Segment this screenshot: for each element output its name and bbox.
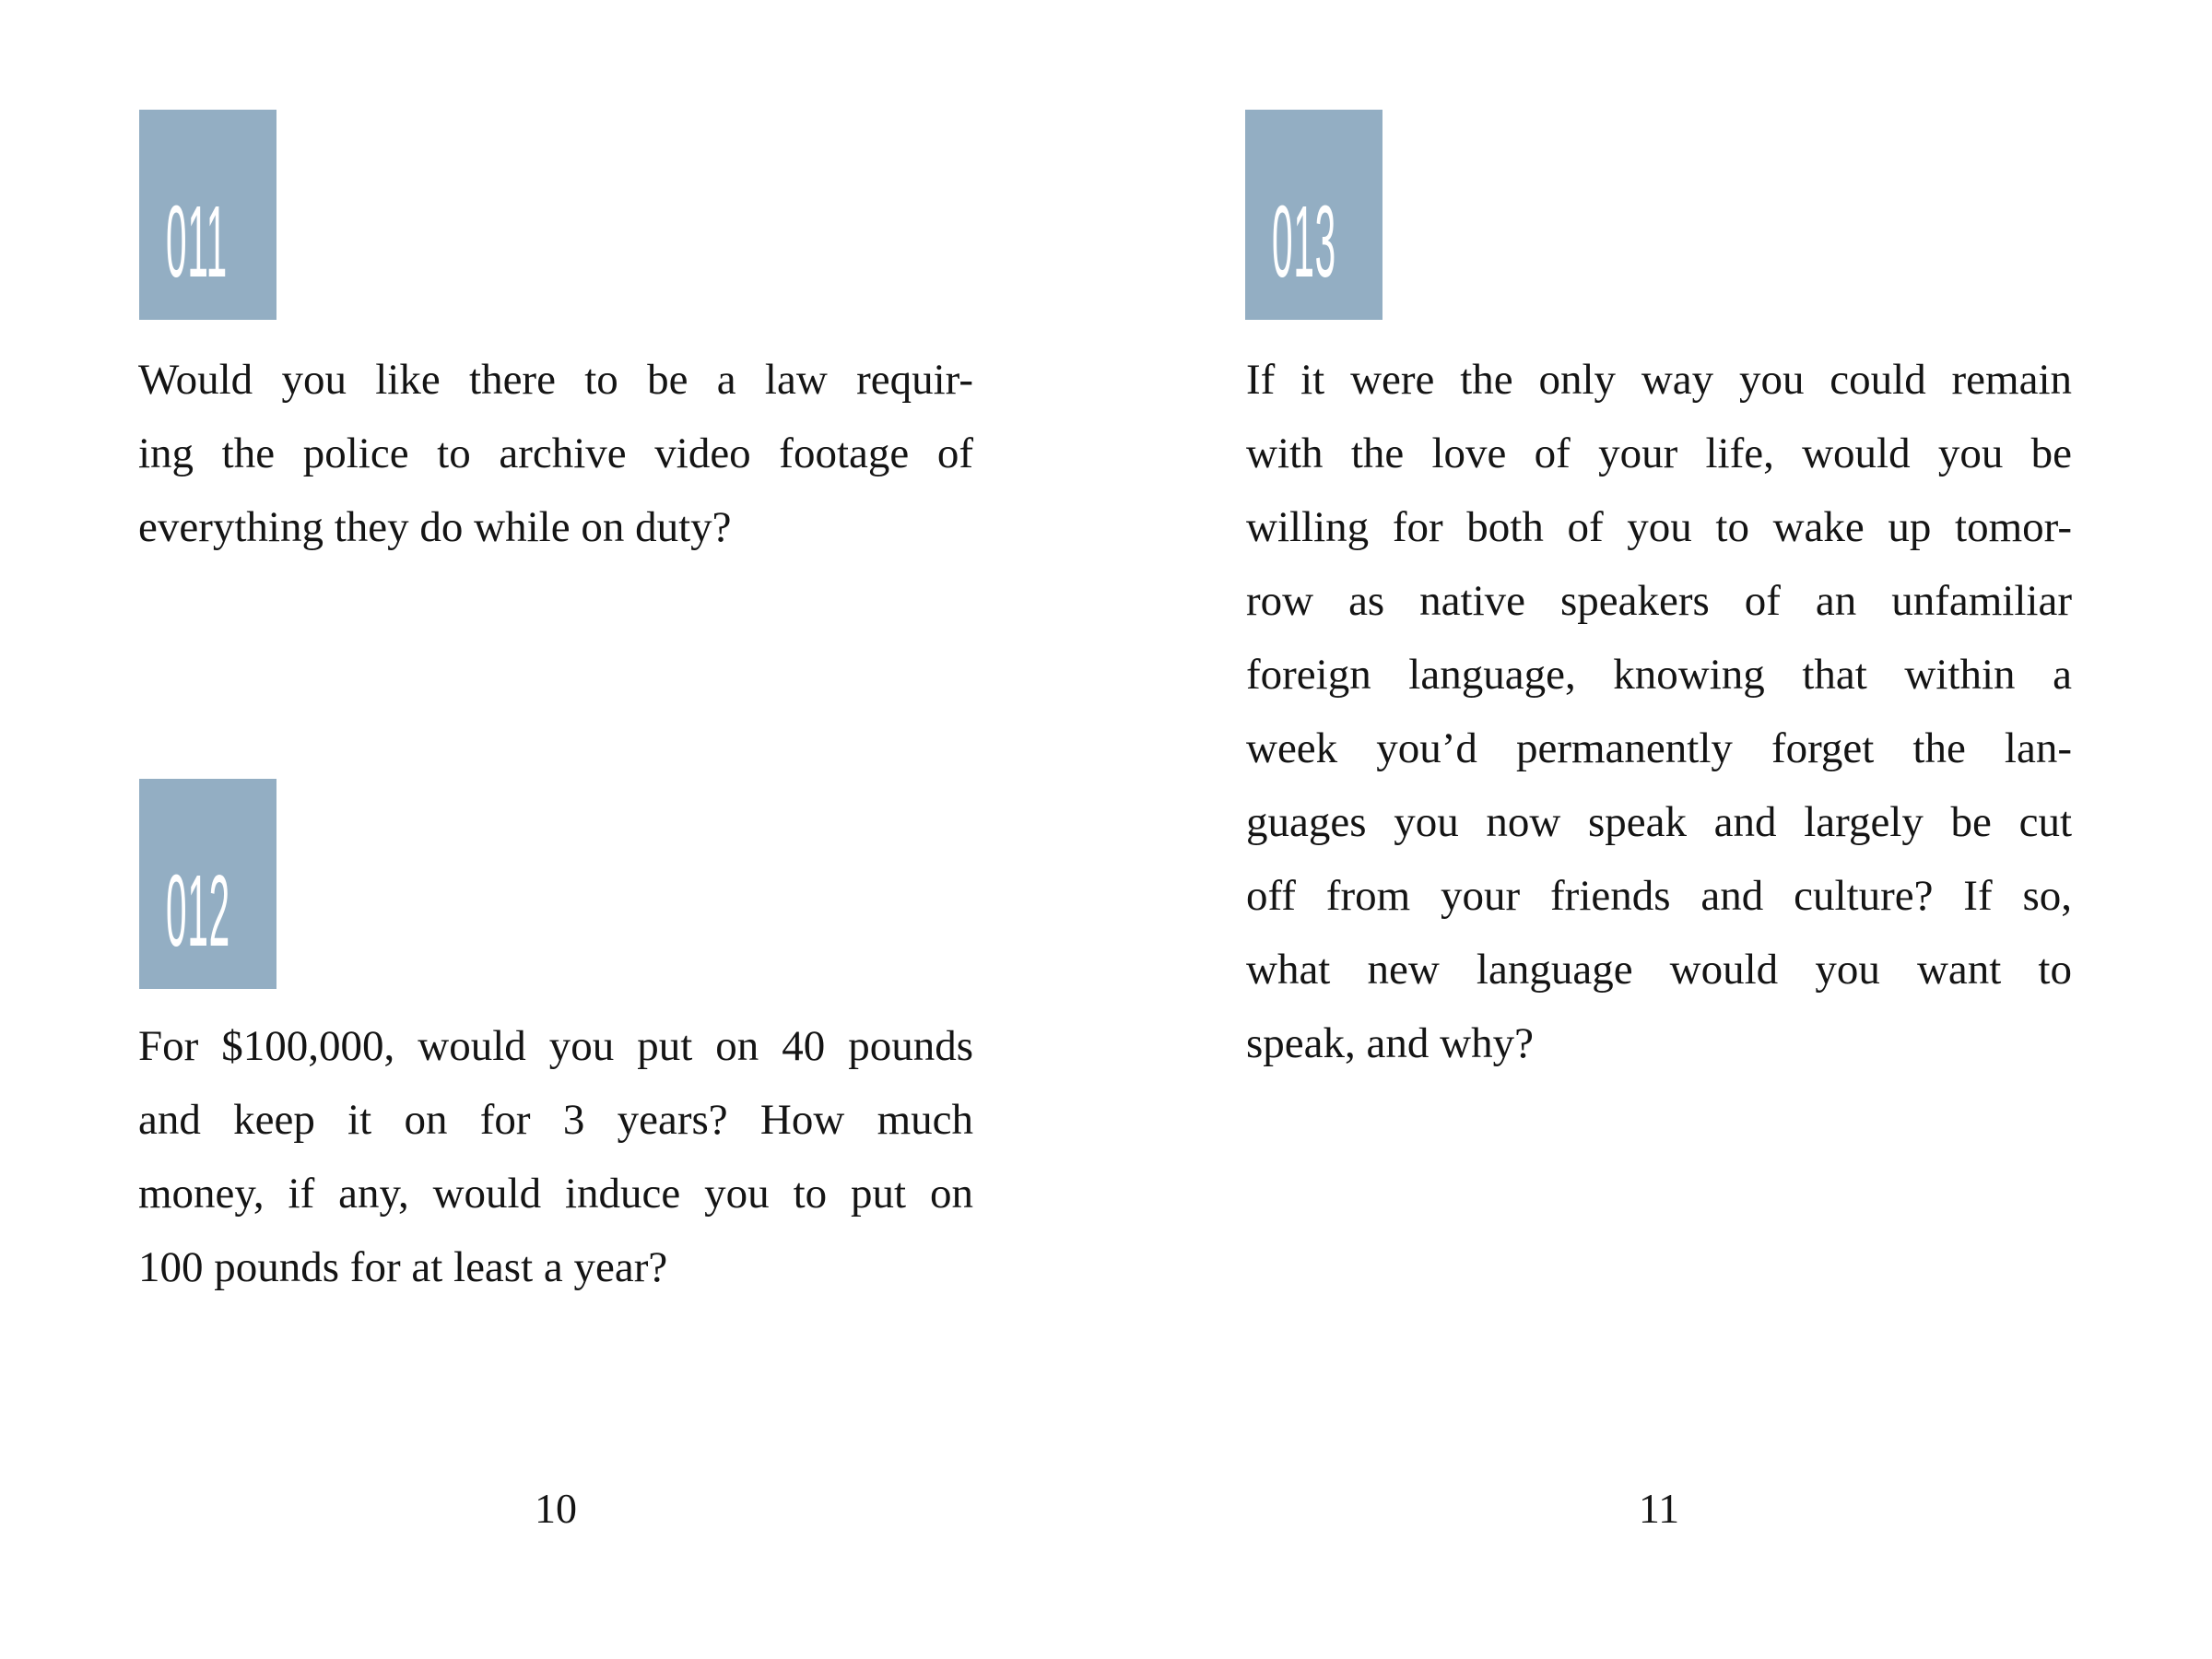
question-text-012 bbox=[138, 1009, 973, 1304]
text-line: everything they do while on duty? bbox=[138, 503, 732, 551]
text-line: ing the police to archive video footage of bbox=[138, 429, 973, 477]
question-text-013 bbox=[1246, 343, 2072, 1080]
question-number-box-012 bbox=[139, 779, 276, 989]
text-line: guages you now speak and largely be cut bbox=[1246, 798, 2072, 846]
page-number-left: 10 bbox=[535, 1485, 577, 1532]
text-line: speak, and why? bbox=[1246, 1019, 1534, 1067]
text-line: 100 pounds for at least a year? bbox=[138, 1243, 668, 1291]
question-number-box-011 bbox=[139, 110, 276, 320]
page-number-right: 11 bbox=[1638, 1485, 1680, 1532]
text-line: week you’d permanently forget the lan- bbox=[1246, 724, 2072, 772]
text-line: foreign language, knowing that within a bbox=[1246, 651, 2072, 699]
text-line: If it were the only way you could remain bbox=[1246, 356, 2072, 404]
question-number-label: 011 bbox=[166, 186, 229, 300]
text-line: row as native speakers of an unfamiliar bbox=[1246, 577, 2072, 625]
question-text-011 bbox=[138, 343, 973, 564]
text-line: off from your friends and culture? If so, bbox=[1246, 872, 2072, 920]
text-line: For $100,000, would you put on 40 pounds bbox=[138, 1022, 973, 1070]
text-line: willing for both of you to wake up tomor- bbox=[1246, 503, 2072, 551]
text-line: Would you like there to be a law requir- bbox=[138, 356, 973, 404]
question-number-box-013 bbox=[1245, 110, 1382, 320]
text-line: with the love of your life, would you be bbox=[1246, 429, 2072, 477]
text-line: what new language would you want to bbox=[1246, 946, 2072, 994]
question-number-label: 012 bbox=[166, 855, 231, 970]
text-line: money, if any, would induce you to put on bbox=[138, 1170, 973, 1218]
question-number-label: 013 bbox=[1272, 186, 1337, 300]
text-line: and keep it on for 3 years? How much bbox=[138, 1096, 973, 1144]
